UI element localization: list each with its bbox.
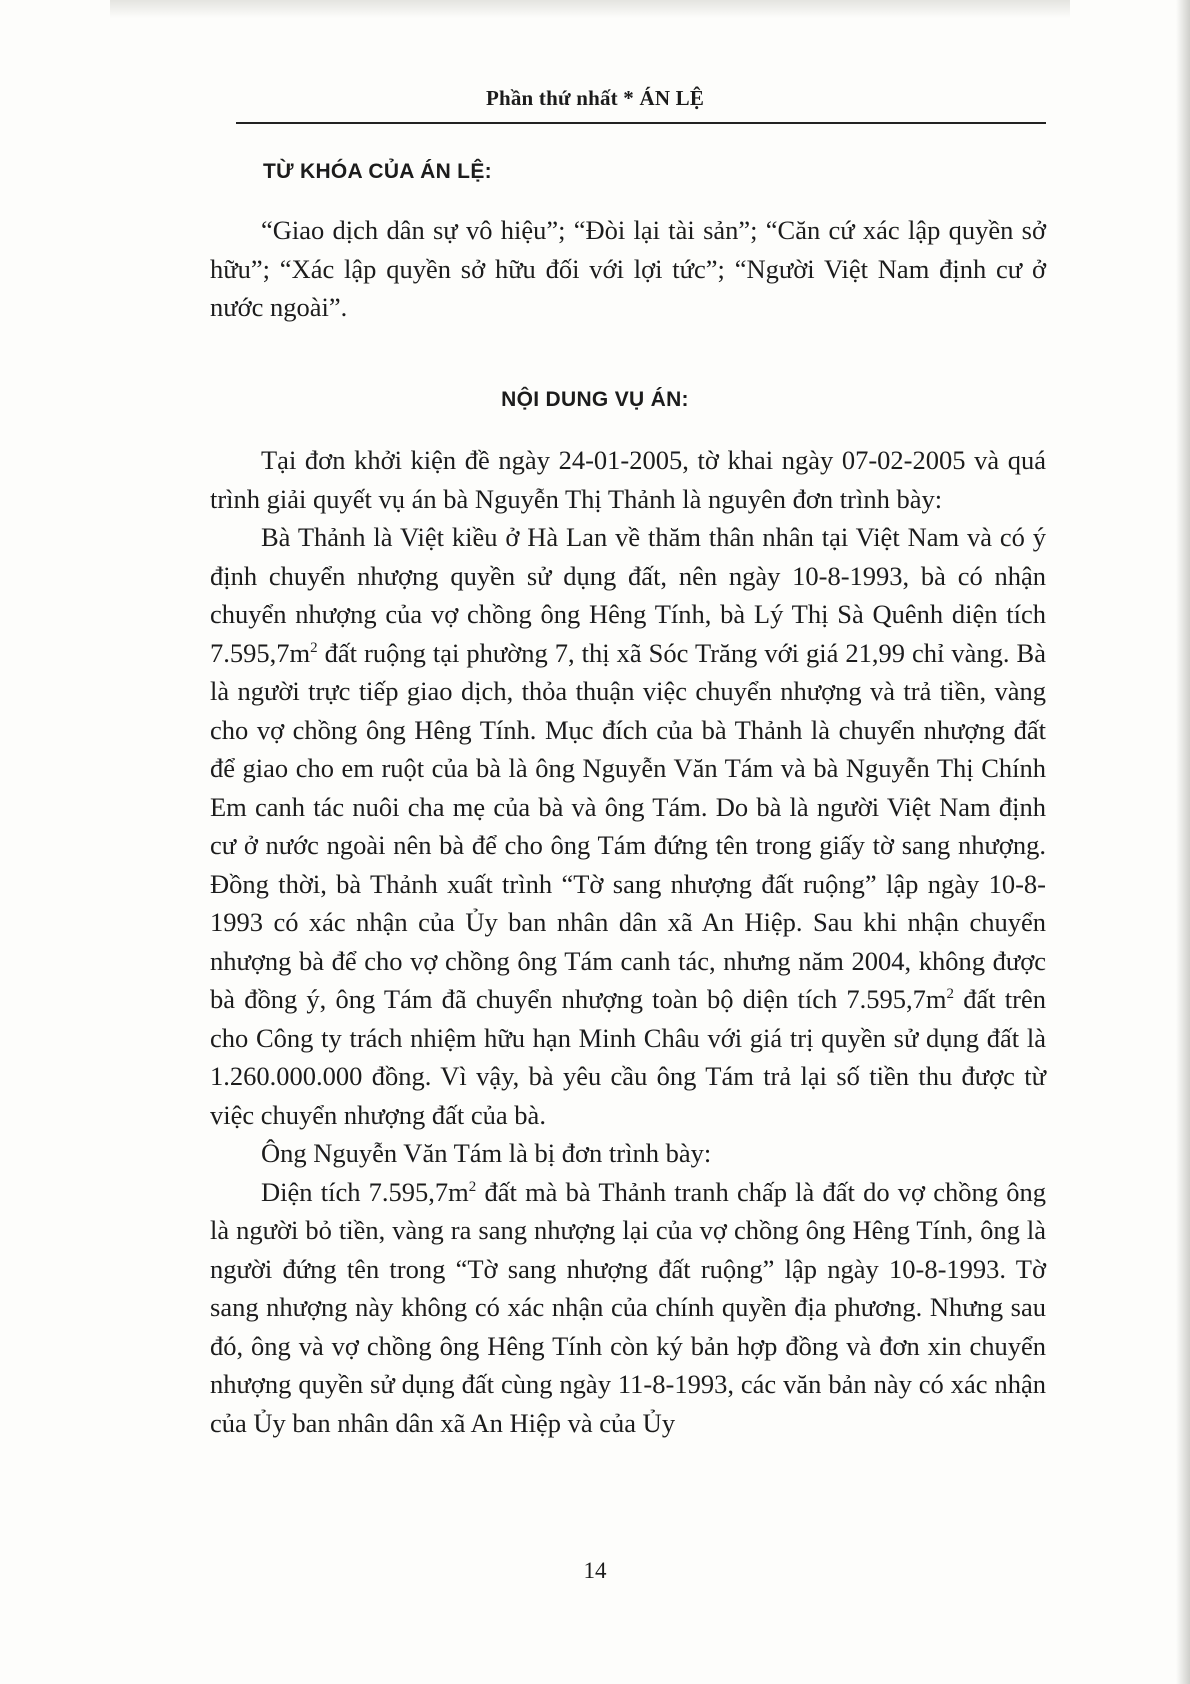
area-unit-superscript: 2 — [946, 986, 955, 1003]
case-content-section — [210, 441, 1046, 1442]
page-number: 14 — [583, 1558, 607, 1583]
area-unit-superscript: 2 — [468, 1178, 477, 1195]
paragraph-2-part-b: đất ruộng tại phường 7, thị xã Sóc Trăng với giá 21,99 chỉ vàng. Bà là người trực tiếp giao dịch, thỏa thuận việc chuyển nhượng và trả tiền, vàng cho vợ chồng ông Hêng Tính. Mục đích của bà Thảnh là chuyển nhượng đất để giao cho em ruột của bà là ông Nguyễn Văn Tám và bà Nguyễn Thị Chính Em canh tác nuôi cha mẹ của bà và ông Tám. Do bà là người Việt Nam định cư ở nước ngoài nên bà để cho ông Tám đứng tên trong giấy tờ sang nhượng. Đồng thời, bà Thảnh xuất trình “Tờ sang nhượng đất ruộng” lập ngày 10-8-1993 có xác nhận của Ủy ban nhân dân xã An Hiệp. Sau khi nhận chuyển nhượng bà để cho vợ chồng ông Tám canh tác, nhưng năm 2004, không được bà đồng ý, ông Tám đã chuyển nhượng toàn bộ diện tích 7.595,7m — [210, 637, 1046, 1014]
paragraph-1: Tại đơn khởi kiện đề ngày 24-01-2005, tờ khai ngày 07-02-2005 và quá trình giải quyết vụ án bà Nguyễn Thị Thảnh là nguyên đơn trình bày: — [210, 445, 1046, 514]
paragraph-2 — [210, 518, 1046, 1134]
keywords-heading: TỪ KHÓA CỦA ÁN LỆ: — [263, 160, 492, 183]
paragraph-3: Ông Nguyễn Văn Tám là bị đơn trình bày: — [261, 1138, 712, 1168]
keywords-paragraph: “Giao dịch dân sự vô hiệu”; “Đòi lại tài sản”; “Căn cứ xác lập quyền sở hữu”; “Xác lập quyền sở hữu đối với lợi tức”; “Người Việt Nam định cư ở nước ngoài”. — [210, 215, 1046, 322]
scan-shadow-right — [1176, 0, 1190, 1684]
running-header: Phần thứ nhất * ÁN LỆ — [485, 86, 705, 110]
paragraph-4-part-b: đất mà bà Thảnh tranh chấp là đất do vợ chồng ông là người bỏ tiền, vàng ra sang nhượng lại của vợ chồng ông Hêng Tính, ông là người đứng tên trong “Tờ sang nhượng đất ruộng” lập ngày 10-8-1993. Tờ sang nhượng này không có xác nhận của chính quyền địa phương. Nhưng sau đó, ông và vợ chồng ông Hêng Tính còn ký bản hợp đồng và đơn xin chuyển nhượng quyền sử dụng đất cùng ngày 11-8-1993, các văn bản này có xác nhận của Ủy ban nhân dân xã An Hiệp và của Ủy — [210, 1176, 1046, 1438]
paragraph-2-part-a: Bà Thảnh là Việt kiều ở Hà Lan về thăm thân nhân tại Việt Nam và có ý định chuyển nhượng quyền sử dụng đất, nên ngày 10-8-1993, bà có nhận chuyển nhượng của vợ chồng ông Hêng Tính, bà Lý Thị Sà Quênh diện tích 7.595,7m — [210, 522, 1046, 668]
header-divider — [236, 122, 1046, 124]
scan-shadow-top — [110, 0, 1070, 18]
paragraph-4-part-a: Diện tích 7.595,7m — [261, 1176, 469, 1207]
paragraph-2-part-c: đất trên cho Công ty trách nhiệm hữu hạn Minh Châu với giá trị quyền sử dụng đất là 1.260.000.000 đồng. Vì vậy, bà yêu cầu ông Tám trả lại số tiền thu được từ việc chuyển nhượng đất của bà. — [210, 984, 1047, 1130]
case-content-heading: NỘI DUNG VỤ ÁN: — [501, 388, 689, 411]
area-unit-superscript: 2 — [310, 639, 318, 656]
paragraph-4 — [210, 1173, 1046, 1443]
keywords-section — [210, 211, 1046, 327]
